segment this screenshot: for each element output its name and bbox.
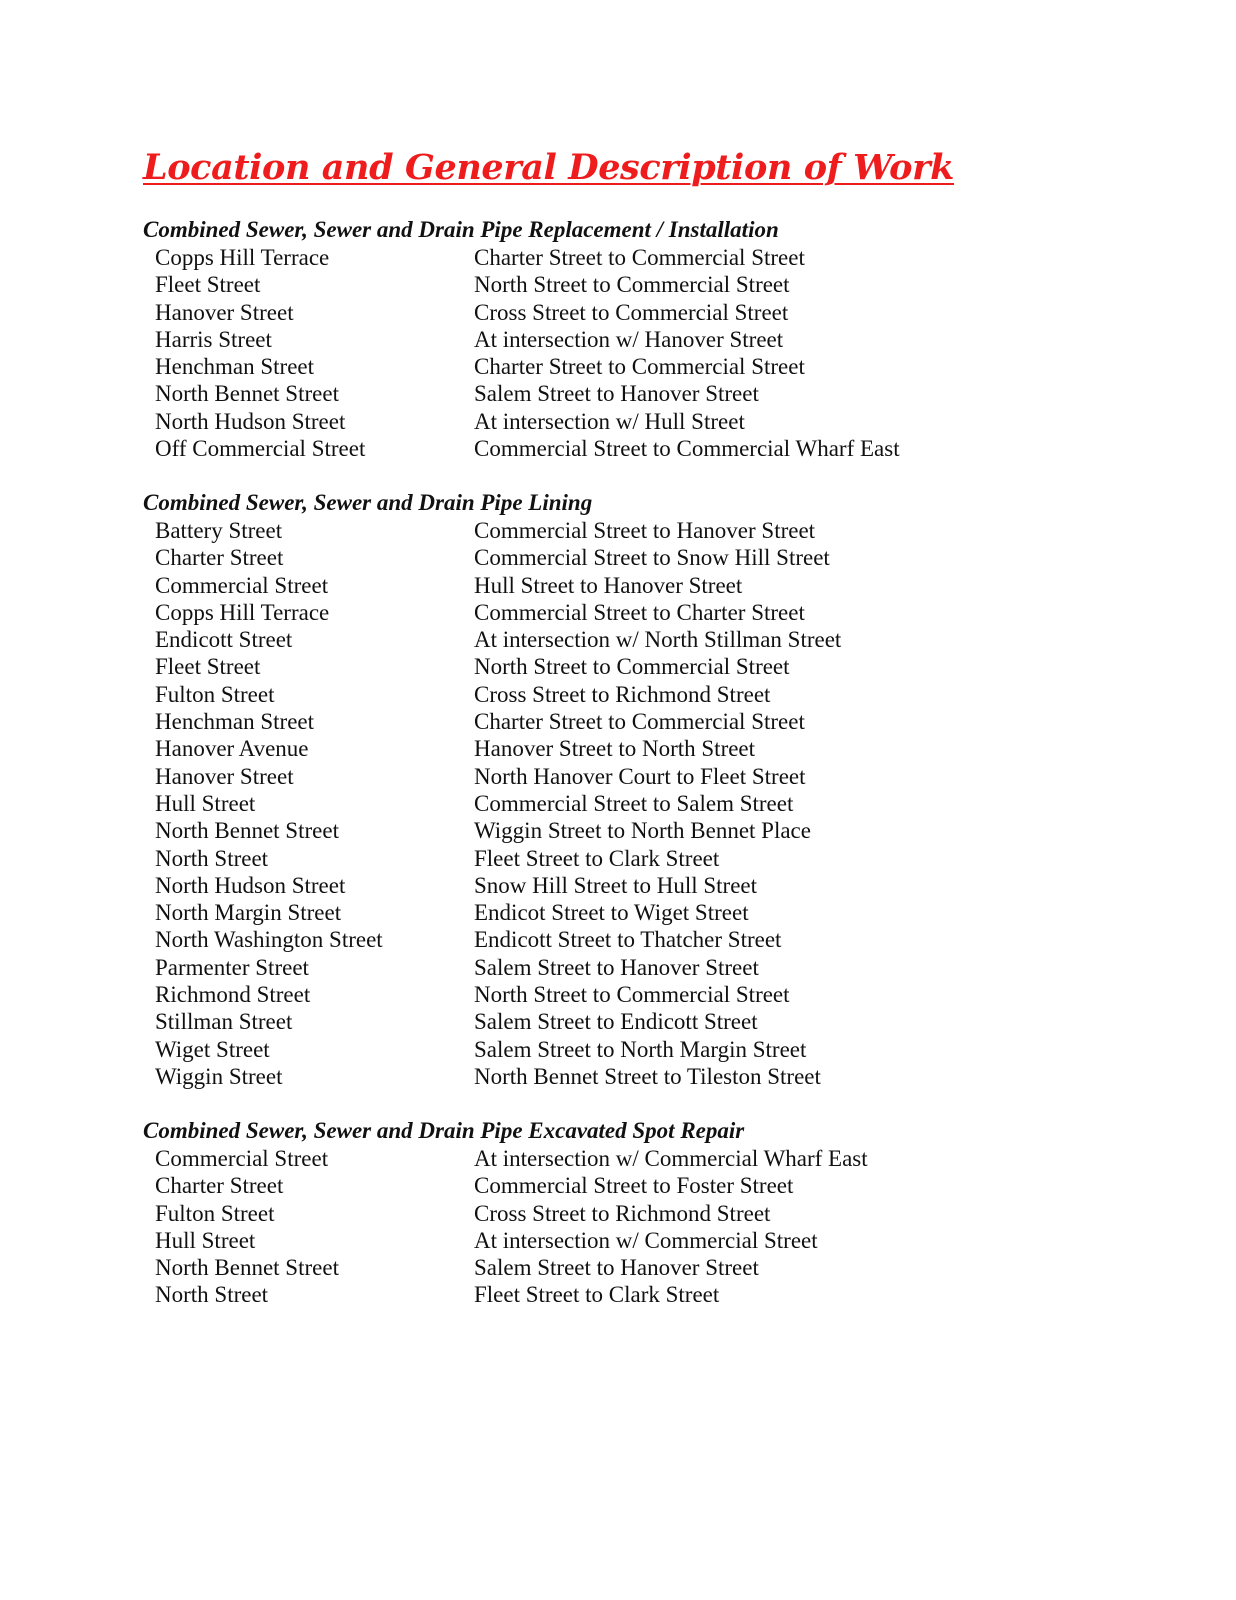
list-item (143, 326, 1093, 353)
street-name: Off Commercial Street (155, 436, 366, 462)
street-name: Wiget Street (155, 1036, 270, 1062)
work-extent: Commercial Street to Commercial Wharf East (474, 436, 900, 462)
list-item (143, 899, 1093, 926)
list-item (143, 1008, 1093, 1035)
list-item (143, 572, 1093, 599)
section-lining (143, 489, 1093, 1090)
street-name: Hanover Avenue (155, 736, 309, 762)
work-extent: At intersection w/ Hanover Street (474, 326, 784, 352)
work-extent: North Street to Commercial Street (474, 982, 790, 1008)
list-item (143, 926, 1093, 953)
work-extent: Commercial Street to Foster Street (474, 1173, 794, 1199)
street-name: Henchman Street (155, 709, 315, 735)
list-item (143, 735, 1093, 762)
list-item (143, 244, 1093, 271)
street-name: Hull Street (155, 790, 256, 816)
street-name: North Washington Street (155, 927, 383, 953)
list-item (143, 599, 1093, 626)
work-extent: Fleet Street to Clark Street (474, 1282, 720, 1308)
street-name: Battery Street (155, 518, 283, 543)
work-extent: Wiggin Street to North Bennet Place (474, 818, 811, 844)
list-item (143, 353, 1093, 380)
street-name: Hull Street (155, 1227, 256, 1253)
list-item (143, 435, 1093, 462)
list-item (143, 817, 1093, 844)
work-extent: At intersection w/ Commercial Wharf East (474, 1146, 868, 1171)
work-extent: Fleet Street to Clark Street (474, 845, 720, 871)
work-extent: Cross Street to Commercial Street (474, 299, 789, 325)
street-name: North Bennet Street (155, 381, 339, 407)
list-item (143, 1172, 1093, 1199)
list-item (143, 954, 1093, 981)
work-extent: Charter Street to Commercial Street (474, 354, 805, 380)
list-item (143, 1063, 1093, 1090)
list-item (143, 653, 1093, 680)
work-extent: Commercial Street to Snow Hill Street (474, 545, 830, 571)
work-extent: Charter Street to Commercial Street (474, 709, 805, 735)
street-name: North Bennet Street (155, 1255, 339, 1281)
work-extent: At intersection w/ Hull Street (474, 408, 745, 434)
list-item (143, 544, 1093, 571)
street-name: Fleet Street (155, 654, 261, 680)
work-extent: Endicot Street to Wiget Street (474, 900, 749, 926)
street-name: Fleet Street (155, 272, 261, 298)
section-heading: Combined Sewer, Sewer and Drain Pipe Excavated Spot Repair (143, 1118, 745, 1143)
street-name: Stillman Street (155, 1009, 293, 1035)
list-item (143, 763, 1093, 790)
street-name: Fulton Street (155, 1200, 275, 1226)
work-extent: Charter Street to Commercial Street (474, 245, 805, 270)
work-extent: Salem Street to Endicott Street (474, 1009, 758, 1035)
street-name: Endicott Street (155, 627, 293, 653)
list-item (143, 1036, 1093, 1063)
work-extent: Salem Street to North Margin Street (474, 1036, 807, 1062)
list-item (143, 626, 1093, 653)
work-extent: Snow Hill Street to Hull Street (474, 872, 758, 898)
work-extent: Cross Street to Richmond Street (474, 1200, 771, 1226)
work-extent: At intersection w/ Commercial Street (474, 1227, 818, 1253)
work-extent: North Street to Commercial Street (474, 272, 790, 298)
page-title: Location and General Description of Work (143, 147, 954, 188)
section-replacement-installation (143, 216, 1093, 462)
list-item (143, 299, 1093, 326)
list-item (143, 1227, 1093, 1254)
street-name: Commercial Street (155, 1146, 329, 1171)
street-name: Copps Hill Terrace (155, 599, 330, 625)
street-name: Hanover Street (155, 299, 294, 325)
street-name: Fulton Street (155, 681, 275, 707)
street-name: North Hudson Street (155, 408, 346, 434)
list-item (143, 271, 1093, 298)
work-extent: Hull Street to Hanover Street (474, 572, 743, 598)
street-name: North Margin Street (155, 900, 342, 926)
section-heading: Combined Sewer, Sewer and Drain Pipe Lining (143, 490, 593, 515)
section-excavated-spot-repair (143, 1117, 1093, 1309)
work-extent: At intersection w/ North Stillman Street (474, 627, 842, 653)
street-name: North Street (155, 845, 269, 871)
list-item (143, 517, 1093, 544)
list-item (143, 708, 1093, 735)
street-name: Wiggin Street (155, 1063, 283, 1089)
work-extent: Salem Street to Hanover Street (474, 381, 759, 407)
street-name: North Hudson Street (155, 872, 346, 898)
list-item (143, 872, 1093, 899)
list-item (143, 981, 1093, 1008)
work-extent: Commercial Street to Charter Street (474, 599, 805, 625)
work-extent: North Hanover Court to Fleet Street (474, 763, 806, 789)
street-name: Richmond Street (155, 982, 311, 1008)
work-extent: North Street to Commercial Street (474, 654, 790, 680)
list-item (143, 408, 1093, 435)
street-name: Charter Street (155, 545, 284, 571)
street-name: Parmenter Street (155, 954, 309, 980)
street-name: Hanover Street (155, 763, 294, 789)
street-name: North Bennet Street (155, 818, 339, 844)
list-item (143, 1200, 1093, 1227)
work-extent: Salem Street to Hanover Street (474, 954, 759, 980)
work-extent: Endicott Street to Thatcher Street (474, 927, 782, 953)
list-item (143, 1254, 1093, 1281)
list-item (143, 1145, 1093, 1172)
section-heading: Combined Sewer, Sewer and Drain Pipe Replacement / Installation (143, 217, 779, 242)
work-extent: Cross Street to Richmond Street (474, 681, 771, 707)
street-name: Charter Street (155, 1173, 284, 1199)
street-name: Copps Hill Terrace (155, 245, 330, 270)
work-extent: Hanover Street to North Street (474, 736, 756, 762)
work-extent: Commercial Street to Salem Street (474, 790, 794, 816)
list-item (143, 380, 1093, 407)
street-name: Commercial Street (155, 572, 329, 598)
street-name: Henchman Street (155, 354, 315, 380)
list-item (143, 1281, 1093, 1308)
work-extent: North Bennet Street to Tileston Street (474, 1063, 821, 1089)
street-name: North Street (155, 1282, 269, 1308)
work-extent: Commercial Street to Hanover Street (474, 518, 816, 543)
list-item (143, 845, 1093, 872)
street-name: Harris Street (155, 326, 272, 352)
list-item (143, 681, 1093, 708)
list-item (143, 790, 1093, 817)
work-extent: Salem Street to Hanover Street (474, 1255, 759, 1281)
